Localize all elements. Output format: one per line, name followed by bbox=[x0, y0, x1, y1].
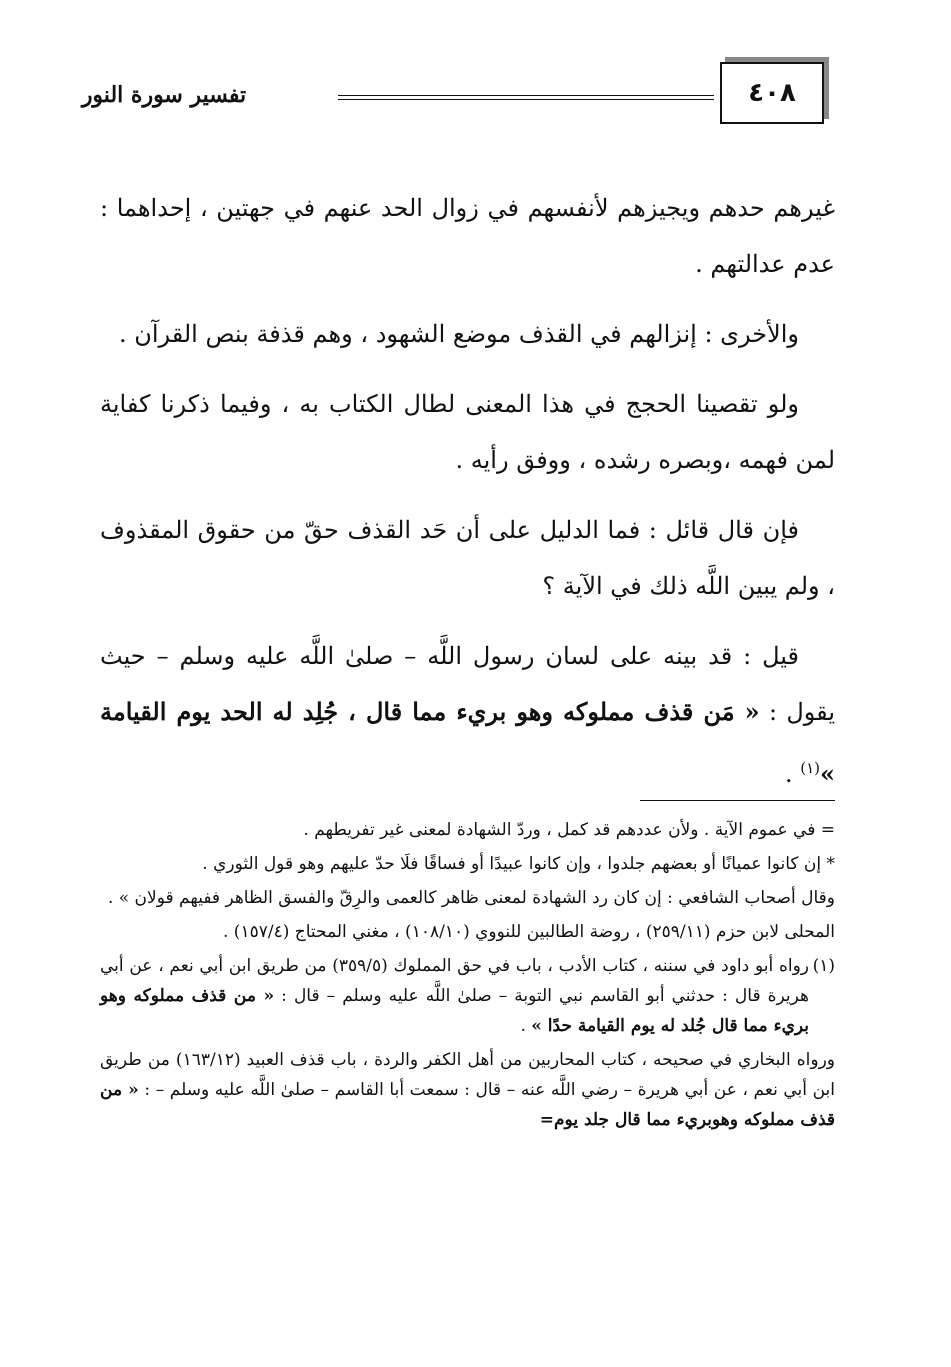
footnote-line-4: المحلى لابن حزم (٢٥٩/١١) ، روضة الطالبين للنووي (١٠٨/١٠) ، مغني المحتاج (١٥٧/٤) . bbox=[223, 922, 835, 942]
footnote-separator bbox=[640, 800, 835, 801]
footnotes bbox=[100, 815, 835, 1139]
footnote-2-start: ورواه البخاري في صحيحه ، كتاب المحاربين من أهل الكفر والردة ، باب قذف العبيد (١٦٣/١٢) من طريق ابن أبي نعم ، عن أبي هريرة – رضي اللَّه عنه – قال : سمعت أبا القاسم – صلىٰ اللَّه عليه وسلم – : bbox=[100, 1050, 836, 1100]
page-number-box bbox=[720, 62, 824, 124]
footnote-2-hadith: « من قذف مملوكه وهوبريء مما قال جلد يوم= bbox=[100, 1080, 835, 1130]
footnote-reference[interactable]: (١) bbox=[800, 759, 820, 777]
paragraph-1: غيرهم حدهم ويجيزهم لأنفسهم في زوال الحد عنهم في جهتين ، إحداهما : عدم عدالتهم . bbox=[100, 194, 835, 278]
footnote-1-start: رواه أبو داود في سننه ، كتاب الأدب ، باب في حق المملوك (٣٥٩/٥) من طريق ابن أبي نعم ، عن أبي هريرة قال : حدثني أبو القاسم نبي التوبة – صلىٰ اللَّه عليه وسلم – قال : bbox=[100, 956, 810, 1006]
page-number: ٤٠٨ bbox=[748, 78, 796, 108]
paragraph-3: ولو تقصينا الحجج في هذا المعنى لطال الكتاب به ، وفيما ذكرنا كفاية لمن فهمه ،وبصره رشده ، ووفق رأيه . bbox=[100, 390, 835, 474]
paragraph-4: فإن قال قائل : فما الدليل على أن حَد القذف حقّ من حقوق المقذوف ، ولم يبين اللَّه ذلك في الآية ؟ bbox=[100, 516, 835, 600]
running-title: تفسير سورة النور bbox=[81, 82, 247, 108]
footnote-1-continued bbox=[100, 1045, 835, 1135]
footnote-line-3: وقال أصحاب الشافعي : إن كان رد الشهادة لمعنى ظاهر كالعمى والرِقّ والفسق الظاهر ففيهم قولان » . bbox=[107, 888, 835, 908]
header-rule bbox=[338, 95, 714, 100]
paragraph-5-start: قيل : قد بينه على لسان رسول اللَّه – صلىٰ اللَّه عليه وسلم – حيث يقول : bbox=[100, 642, 835, 726]
hadith-quote: « مَن قذف مملوكه وهو بريء مما قال ، جُلِد له الحد يوم القيامة » bbox=[100, 697, 835, 788]
footnote-1 bbox=[100, 951, 835, 1041]
paragraph-2: والأخرى : إنزالهم في القذف موضع الشهود ، وهم قذفة بنص القرآن . bbox=[118, 320, 799, 348]
main-text bbox=[100, 180, 835, 816]
paragraph-5-end: . bbox=[784, 760, 801, 788]
footnote-1-hadith: « من قذف مملوكه وهو بريء مما قال جُلد له يوم القيامة حدًا » bbox=[100, 986, 809, 1036]
footnote-1-end: . bbox=[520, 1016, 532, 1036]
footnote-1-marker: (١) bbox=[812, 956, 835, 976]
footnote-continuation: = في عموم الآية . ولأن عددهم قد كمل ، وردّ الشهادة لمعنى غير تفريطهم . bbox=[303, 820, 835, 840]
paragraph-5 bbox=[100, 628, 835, 802]
footnote-line-2: * إن كانوا عميانًا أو بعضهم جلدوا ، وإن كانوا عبيدًا أو فساقًا فلَا حدّ عليهم وهو قول الثوري . bbox=[202, 854, 835, 874]
